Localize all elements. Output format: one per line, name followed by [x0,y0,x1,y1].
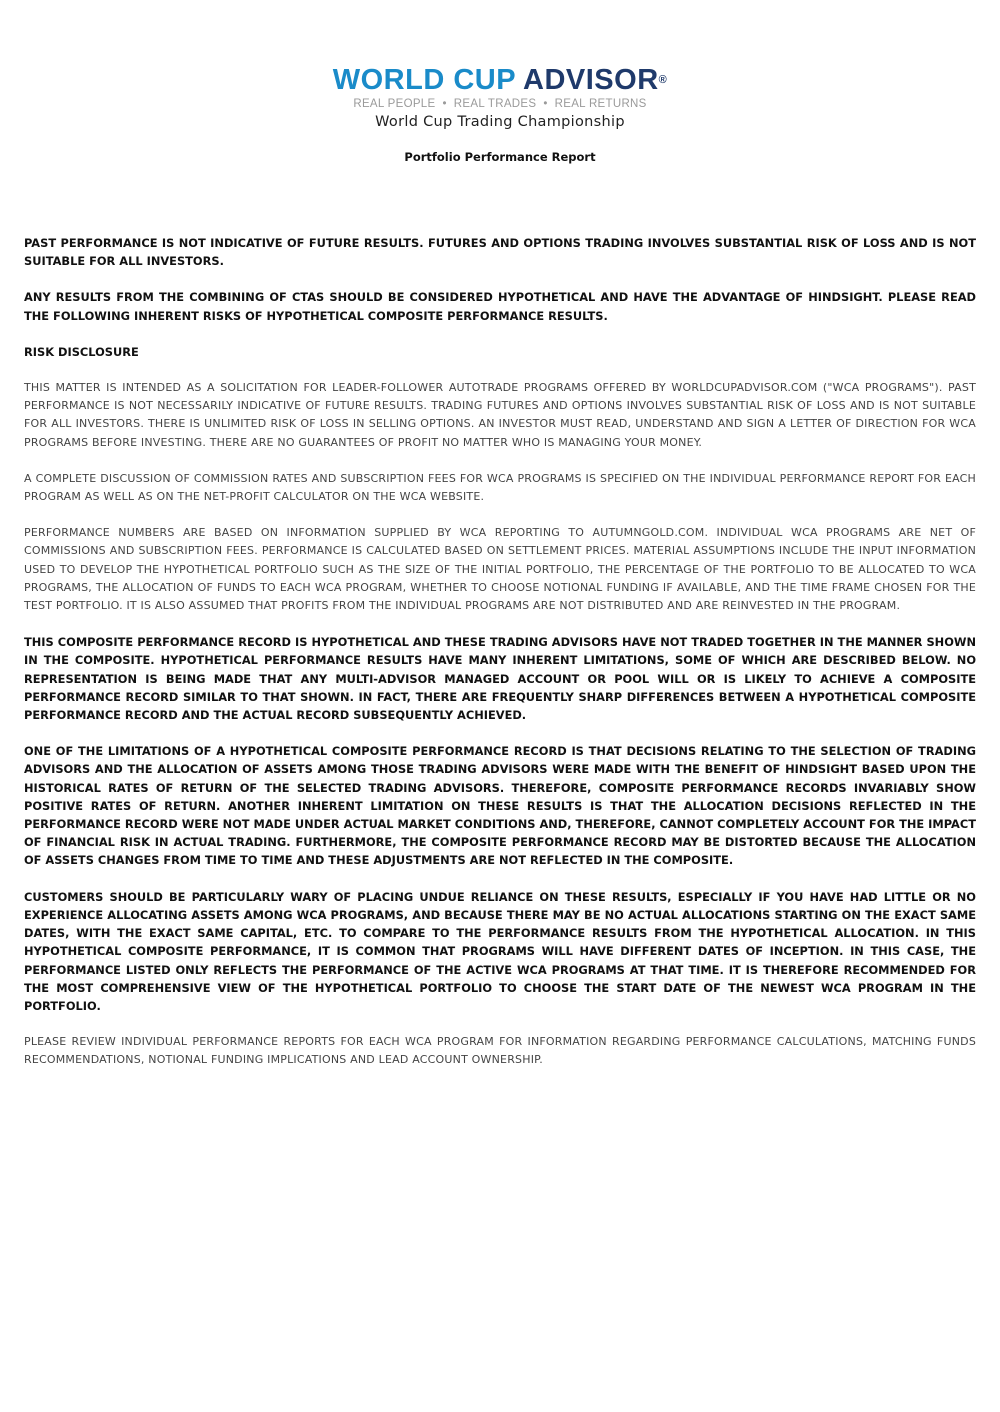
disclaimer-paragraph: CUSTOMERS SHOULD BE PARTICULARLY WARY OF PLACING UNDUE RELIANCE ON THESE RESULTS, ESPECIALLY IF YOU HAVE HAD LITTLE OR NO EXPERIENCE ALLOCATING ASSETS AMONG WCA PROGRAMS, AND BECAUSE THERE MAY BE NO ACTUAL ALLOCATIONS STARTING ON THE EXACT SAME DATES, WITH THE EXACT SAME CAPITAL, ETC. TO COMPARE TO THE PERFORMANCE RESULTS FROM THE HYPOTHETICAL ALLOCATION. IN THIS HYPOTHETICAL COMPOSITE PERFORMANCE, IT IS COMMON THAT PROGRAMS WILL HAVE DIFFERENT DATES OF INCEPTION. IN THIS CASE, THE PERFORMANCE LISTED ONLY REFLECTS THE PERFORMANCE OF THE ACTIVE WCA PROGRAMS AT THAT TIME. IT IS THEREFORE RECOMMENDED FOR THE MOST COMPREHENSIVE VIEW OF THE HYPOTHETICAL PORTFOLIO TO CHOOSE THE START DATE OF THE NEWEST WCA PROGRAM IN THE PORTFOLIO. [24,889,976,1013]
disclaimer-paragraph: PLEASE REVIEW INDIVIDUAL PERFORMANCE REPORTS FOR EACH WCA PROGRAM FOR INFORMATION REGARDING PERFORMANCE CALCULATIONS, MATCHING FUNDS RECOMMENDATIONS, NOTIONAL FUNDING IMPLICATIONS AND LEAD ACCOUNT OWNERSHIP. [24,1035,976,1067]
logo-part2: ADVISOR [523,64,659,96]
disclaimer-paragraph: PERFORMANCE NUMBERS ARE BASED ON INFORMATION SUPPLIED BY WCA REPORTING TO AUTUMNGOLD.COM. INDIVIDUAL WCA PROGRAMS ARE NET OF COMMISSIONS AND SUBSCRIPTION FEES. PERFORMANCE IS CALCULATED BASED ON SETTLEMENT PRICES. MATERIAL ASSUMPTIONS INCLUDE THE INPUT INFORMATION USED TO DEVELOP THE HYPOTHETICAL PORTFOLIO SUCH AS THE SIZE OF THE INITIAL PORTFOLIO, THE PERCENTAGE OF THE PORTFOLIO TO BE ALLOCATED TO WCA PROGRAMS, THE ALLOCATION OF FUNDS TO EACH WCA PROGRAM, WHETHER TO CHOOSE NOTIONAL FUNDING IF AVAILABLE, AND THE TIME FRAME CHOSEN FOR THE TEST PORTFOLIO. IT IS ALSO ASSUMED THAT PROFITS FROM THE INDIVIDUAL PROGRAMS ARE NOT DISTRIBUTED AND ARE REINVESTED IN THE PROGRAM. [24,526,976,613]
logo-part1: WORLD CUP [332,64,516,96]
subtitle: World Cup Trading Championship [375,114,625,130]
logo-tagline: REAL PEOPLE • REAL TRADES • REAL RETURNS [353,98,647,110]
world-cup-advisor-logo [0,64,1000,96]
disclaimer-paragraph: PAST PERFORMANCE IS NOT INDICATIVE OF FUTURE RESULTS. FUTURES AND OPTIONS TRADING INVOLVES SUBSTANTIAL RISK OF LOSS AND IS NOT SUITABLE FOR ALL INVESTORS. [24,236,976,269]
report-header [0,64,1000,164]
risk-disclosure-heading: RISK DISCLOSURE [24,344,139,359]
registered-mark: ® [658,74,668,86]
disclaimer-paragraph: THIS MATTER IS INTENDED AS A SOLICITATION FOR LEADER-FOLLOWER AUTOTRADE PROGRAMS OFFERED BY WORLDCUPADVISOR.COM ("WCA PROGRAMS"). PAST PERFORMANCE IS NOT NECESSARILY INDICATIVE OF FUTURE RESULTS. TRADING FUTURES AND OPTIONS INVOLVES SUBSTANTIAL RISK OF LOSS AND IS NOT SUITABLE FOR ALL INVESTORS. THERE IS UNLIMITED RISK OF LOSS IN SELLING OPTIONS. AN INVESTOR MUST READ, UNDERSTAND AND SIGN A LETTER OF DIRECTION FOR WCA PROGRAMS BEFORE INVESTING. THERE ARE NO GUARANTEES OF PROFIT NO MATTER WHO IS MANAGING YOUR MONEY. [24,381,976,449]
disclaimer-paragraph: THIS COMPOSITE PERFORMANCE RECORD IS HYPOTHETICAL AND THESE TRADING ADVISORS HAVE NOT TRADED TOGETHER IN THE MANNER SHOWN IN THE COMPOSITE. HYPOTHETICAL PERFORMANCE RESULTS HAVE MANY INHERENT LIMITATIONS, SOME OF WHICH ARE DESCRIBED BELOW. NO REPRESENTATION IS BEING MADE THAT ANY MULTI-ADVISOR MANAGED ACCOUNT OR POOL WILL OR IS LIKELY TO ACHIEVE A COMPOSITE PERFORMANCE RECORD SIMILAR TO THAT SHOWN. IN FACT, THERE ARE FREQUENTLY SHARP DIFFERENCES BETWEEN A HYPOTHETICAL COMPOSITE PERFORMANCE RECORD AND THE ACTUAL RECORD SUBSEQUENTLY ACHIEVED. [24,635,976,723]
report-title: Portfolio Performance Report [404,150,596,164]
disclaimer-body [24,234,976,1088]
disclaimer-paragraph: A COMPLETE DISCUSSION OF COMMISSION RATES AND SUBSCRIPTION FEES FOR WCA PROGRAMS IS SPECIFIED ON THE INDIVIDUAL PERFORMANCE REPORT FOR EACH PROGRAM AS WELL AS ON THE NET-PROFIT CALCULATOR ON THE WCA WEBSITE. [24,471,976,504]
disclaimer-paragraph: ONE OF THE LIMITATIONS OF A HYPOTHETICAL COMPOSITE PERFORMANCE RECORD IS THAT DECISIONS RELATING TO THE SELECTION OF TRADING ADVISORS AND THE ALLOCATION OF ASSETS AMONG THOSE TRADING ADVISORS WERE MADE WITH THE BENEFIT OF HINDSIGHT BASED UPON THE HISTORICAL RATES OF RETURN OF THE SELECTED TRADING ADVISORS. THEREFORE, COMPOSITE PERFORMANCE RECORDS INVARIABLY SHOW POSITIVE RATES OF RETURN. ANOTHER INHERENT LIMITATION ON THESE RESULTS IS THAT THE ALLOCATION DECISIONS REFLECTED IN THE PERFORMANCE RECORD WERE NOT MADE UNDER ACTUAL MARKET CONDITIONS AND, THEREFORE, CANNOT COMPLETELY ACCOUNT FOR THE IMPACT OF FINANCIAL RISK IN ACTUAL TRADING. FURTHERMORE, THE COMPOSITE PERFORMANCE RECORD MAY BE DISTORTED BECAUSE THE ALLOCATION OF ASSETS CHANGES FROM TIME TO TIME AND THESE ADJUSTMENTS ARE NOT REFLECTED IN THE COMPOSITE. [24,744,976,868]
disclaimer-paragraph: ANY RESULTS FROM THE COMBINING OF CTAS SHOULD BE CONSIDERED HYPOTHETICAL AND HAVE THE ADVANTAGE OF HINDSIGHT. PLEASE READ THE FOLLOWING INHERENT RISKS OF HYPOTHETICAL COMPOSITE PERFORMANCE RESULTS. [24,290,976,323]
